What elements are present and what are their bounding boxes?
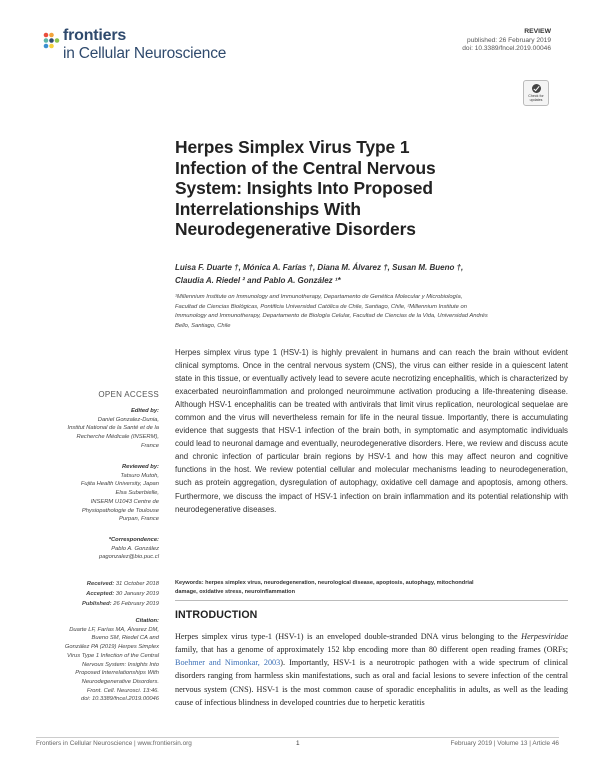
reviewed-by-label: Reviewed by: [121, 464, 159, 470]
correspondence [99, 536, 159, 562]
reviewed-by [81, 463, 159, 524]
affiliation-line: ¹Millennium Institute on Immunology and Immunotherapy, Departamento de Genética Molecular y Microbiología, [175, 294, 463, 300]
introduction-paragraph: Herpes simplex virus type-1 (HSV-1) is an enveloped double-stranded DNA virus belonging to the Herpesviridae family, that has a genome of approximately 152 kbp encoding more than 80 different open reading frames (ORFs; Boehmer and Nimonkar, 2003). Importantly, HSV-1 is a neurotropic pathogen with a wide spectrum of clinical disorders ranging from harmless skin manifestations, such as oral and facial lesions to severe infection of the central nervous system (CNS). HSV-1 is the most common cause of sporadic encephalitis in adults, as well as the leading cause of infectious blindness in developed countries due to herpetic keratitis [175, 632, 568, 707]
reviewer-line: Fujita Health University, Japan [80, 481, 159, 488]
frontiers-logo-icon [42, 31, 60, 49]
correspondence-email[interactable]: pagonzalez@bio.puc.cl [98, 554, 159, 561]
introduction-heading: INTRODUCTION [175, 609, 258, 621]
author-list [175, 262, 565, 287]
title-line: Infection of the Central Nervous [175, 157, 436, 178]
affiliation-line: Facultad de Ciencias Biológicas, Pontificia Universidad Católica de Chile, Santiago, Chile, ²Millennium Institute on [175, 303, 467, 310]
keywords: Keywords: herpes simplex virus, neurodegeneration, neurological disease, apoptosis, autophagy, mitochondrial damage, oxidative stress, neuroinflammation [175, 580, 474, 595]
article-dates [82, 580, 159, 609]
article-title [175, 137, 565, 240]
footer-issue: February 2019 | Volume 13 | Article 46 [450, 740, 559, 747]
reviewer-line: Tatsuro Mutoh, [120, 472, 159, 479]
editor-line: France [140, 442, 159, 449]
journal-brand: frontiers [63, 27, 127, 44]
title-line: Neurodegenerative Disorders [175, 219, 416, 240]
title-line: Herpes Simplex Virus Type 1 [175, 137, 410, 157]
citation-line: Virus Type 1 Infection of the Central [67, 652, 159, 659]
citation-line: Neurodegenerative Disorders. [81, 678, 159, 685]
published-row: Published: 26 February 2019 [81, 600, 159, 607]
editor-line: Recherche Médicale (INSERM), [76, 434, 159, 441]
reviewer-line: INSERM U1043 Centre de [90, 498, 159, 505]
check-for-updates-label: Check for updates [528, 94, 544, 102]
accepted-row: Accepted: 30 January 2019 [86, 590, 159, 597]
section-divider [175, 600, 568, 601]
citation-line: doi: 10.3389/fncel.2019.00046 [80, 696, 159, 703]
footer-journal[interactable]: Frontiers in Cellular Neuroscience | www.frontiersin.org [36, 740, 192, 747]
article-meta [462, 28, 551, 54]
correspondence-name: Pablo A. González [111, 545, 159, 552]
footer-divider [36, 737, 559, 738]
editor-line: Daniel Gonzalez-Dunia, [97, 416, 159, 423]
abstract: Herpes simplex virus type 1 (HSV-1) is highly prevalent in humans and can reach the brain without evident clinical symptoms. Once in the central nervous system (CNS), the virus can either reside in a quiescent latent state in this tissue, or eventually actively lead to severe acute necrotizing encephalitis, which is characterized by exacerbated neuroinflammation and prolonged neuroimmune activation producing a life-threatening disease. Although HSV-1 encephalitis can be treated with antivirals that limit virus replication, neurological sequelae are common and the virus will nevertheless remain for life in the neural tissue. Importantly, there is accumulating evidence that suggests that HSV-1 infection of the brain both, in symptomatic and asymptomatic individuals could lead to neuronal damage and eventually, neurodegenerative disorders. Here, we review and discuss acute and chronic infection of particular brain regions by HSV-1 and how this may affect neuron and cognitive functions in the host. We review potential cellular and molecular mechanisms leading to neurodegeneration, such as protein aggregation, dysregulation of autophagy, oxidative cell damage and apoptosis, among others. Furthermore, we discuss the impact of HSV-1 infection on brain inflammation and its potential relationship with neurodegenerative diseases. [175, 348, 568, 514]
check-icon [532, 84, 541, 93]
authors-line: Luisa F. Duarte †, Mónica A. Farías †, Diana M. Álvarez †, Susan M. Bueno †, [175, 263, 464, 272]
editor-line: Institut National de la Santé et de la [67, 425, 159, 432]
citation-line: Bueno SM, Riedel CA and [91, 635, 159, 642]
open-access-label: OPEN ACCESS [98, 390, 159, 399]
article-type: REVIEW [524, 28, 551, 35]
reference-link[interactable]: Boehmer and Nimonkar, 2003 [175, 658, 281, 668]
page-number: 1 [296, 740, 300, 747]
citation-label: Citation: [135, 618, 159, 624]
affiliation-line: Immunology and Immunotherapy, Departamento de Biología Celular, Facultad de Ciencias de la Vida, Universidad Andrés [175, 313, 488, 320]
edited-by [67, 407, 159, 451]
journal-name: in Cellular Neuroscience [63, 45, 227, 62]
citation [65, 617, 159, 704]
edited-by-label: Edited by: [130, 408, 159, 414]
title-line: Interrelationships With [175, 198, 361, 219]
affiliation-line: Bello, Santiago, Chile [175, 322, 231, 329]
correspondence-label: *Correspondence: [108, 537, 159, 543]
citation-line: González PA (2019) Herpes Simplex [64, 644, 159, 651]
reviewer-line: Physiopathologie de Toulouse [81, 507, 159, 514]
citation-line: Duarte LF, Farías MA, Álvarez DM, [69, 626, 159, 633]
affiliations [175, 293, 570, 331]
reviewer-line: Purpan, France [119, 516, 159, 523]
article-doi[interactable]: doi: 10.3389/fncel.2019.00046 [462, 45, 551, 53]
received-row: Received: 31 October 2018 [86, 581, 159, 587]
check-for-updates-button[interactable] [523, 80, 549, 106]
authors-line: Claudia A. Riedel ² and Pablo A. González ¹* [175, 275, 341, 285]
citation-line: Front. Cell. Neurosci. 13:46. [86, 687, 159, 694]
citation-line: Proposed Interrelationships With [75, 670, 159, 677]
citation-line: Nervous System: Insights Into [81, 661, 159, 668]
title-line: System: Insights Into Proposed [175, 178, 433, 199]
published-date: published: 26 February 2019 [467, 36, 551, 44]
reviewer-line: Elsa Suberbielle, [115, 490, 159, 497]
